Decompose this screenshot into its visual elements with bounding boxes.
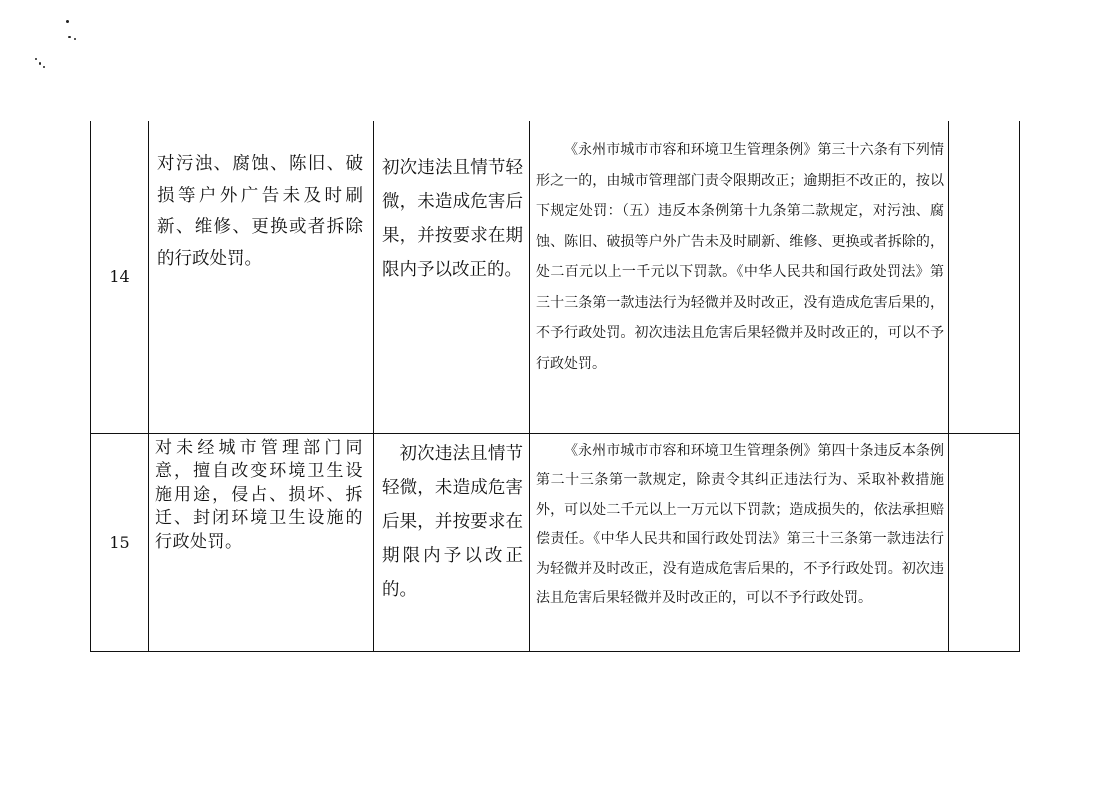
legal-basis: 《永州市城市市容和环境卫生管理条例》第三十六条有下列情形之一的，由城市管理部门责令限期改正；逾期拒不改正的，按以下规定处罚：（五）违反本条例第十九条第二款规定，对污浊、腐蚀、陈旧、破损等户外广告未及时刷新、维修、更换或者拆除的，处二百元以上一千元以下罚款。《中华人民共和国行政处罚法》第三十三条第一款违法行为轻微并及时改正，没有造成危害后果的，不予行政处罚。初次违法且危害后果轻微并及时改正的，可以不予行政处罚。 [536, 142, 944, 372]
scan-specks [30, 14, 90, 84]
penalty-table [90, 121, 1020, 652]
table-row [91, 121, 1020, 433]
remarks-cell [949, 121, 1020, 433]
exemption-condition: 初次违法且情节轻微，未造成危害后果，并按要求在期限内予以改正的。 [382, 158, 523, 280]
penalty-item: 对污浊、腐蚀、陈旧、破损等户外广告未及时刷新、维修、更换或者拆除的行政处罚。 [157, 154, 363, 269]
row-number: 14 [91, 121, 149, 433]
penalty-item: 对未经城市管理部门同意，擅自改变环境卫生设施用途，侵占、损坏、拆迁、封闭环境卫生设施的行政处罚。 [155, 437, 363, 552]
legal-basis: 《永州市城市市容和环境卫生管理条例》第四十条违反本条例第二十三条第一款规定，除责令其纠正违法行为、采取补救措施外，可以处二千元以上一万元以下罚款；造成损失的，依法承担赔偿责任。《中华人民共和国行政处罚法》第三十三条第一款违法行为轻微并及时改正，没有造成危害后果的，不予行政处罚。初次违法且危害后果轻微并及时改正的，可以不予行政处罚。 [536, 442, 944, 606]
table-row [91, 433, 1020, 651]
remarks-cell [949, 433, 1020, 651]
row-number: 15 [91, 433, 149, 651]
exemption-condition: 初次违法且情节轻微，未造成危害后果，并按要求在期限内予以改正的。 [382, 443, 523, 600]
